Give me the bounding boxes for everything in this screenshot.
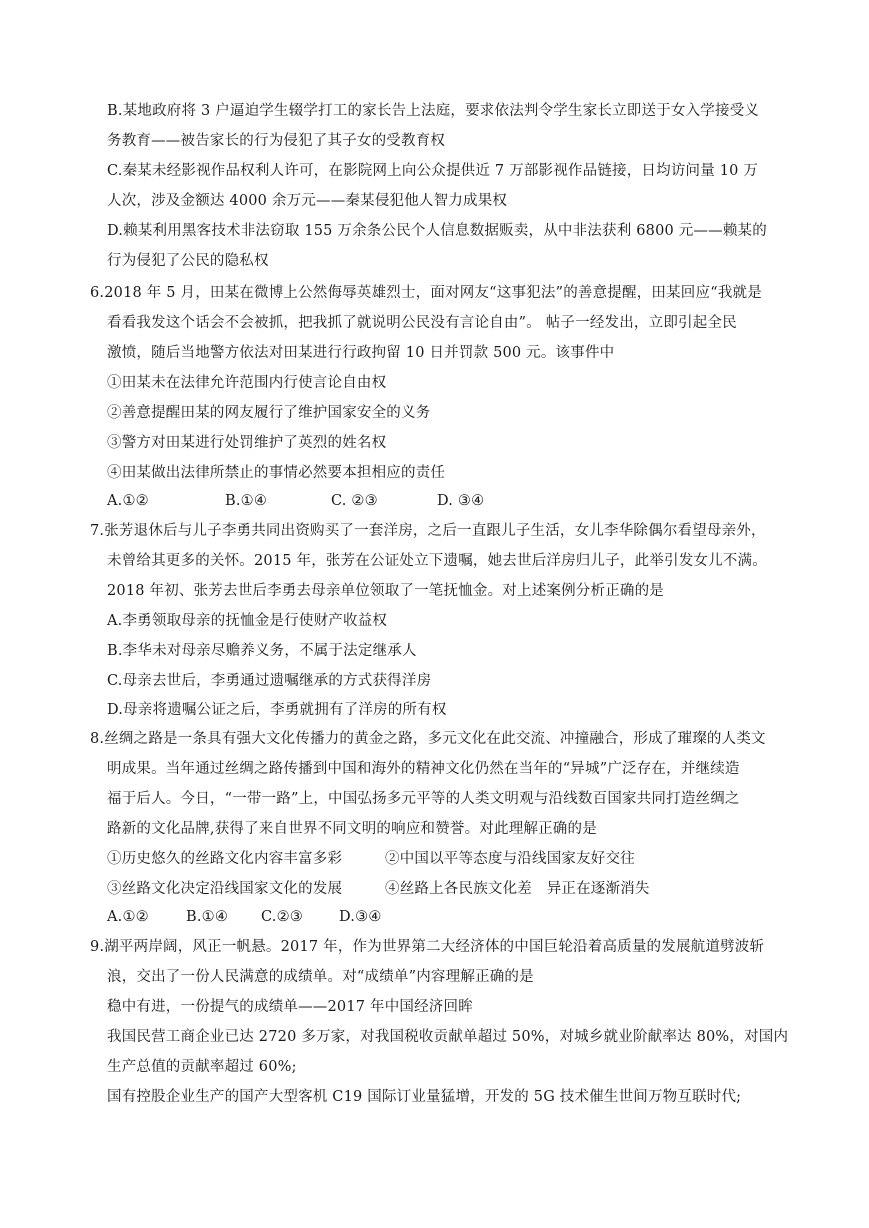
q8-stem-line1: 8.丝绸之路是一条具有强大文化传播力的黄金之路，多元文化在此交流、冲撞融合，形成了璀璨的人类文 bbox=[90, 731, 766, 747]
q8-statement-4: ④丝路上各民族文化差 异正在逐渐消失 bbox=[385, 881, 650, 897]
q6-statement-3: ③警方对田某进行处罚维护了英烈的姓名权 bbox=[107, 435, 387, 451]
q6-stem-line3: 激愤，随后当地警方依法对田某进行行政拘留 10 日并罚款 500 元。该事件中 bbox=[107, 345, 615, 361]
q9-material-2-line1: 国有控股企业生产的国产大型客机 C19 国际订业量猛增，开发的 5G 技术催生世间万物互联时代; bbox=[107, 1089, 742, 1105]
q8-statement-1: ①历史悠久的丝路文化内容丰富多彩 bbox=[107, 851, 343, 867]
q8-stem-line4: 路新的文化品牌,获得了来自世界不同文明的响应和赞誉。对此理解正确的是 bbox=[107, 821, 597, 837]
q7-option-b: B.李华未对母亲尽赡养义务，不属于法定继承人 bbox=[107, 643, 417, 659]
q7-option-c: C.母亲去世后，李勇通过遗嘱继承的方式获得洋房 bbox=[107, 673, 432, 689]
q5-option-d-line1: D.赖某利用黑客技术非法窃取 155 万余条公民个人信息数据贩卖，从中非法获利 6800 元——赖某的 bbox=[107, 223, 767, 239]
q8-stem-line2: 明成果。当年通过丝绸之路传播到中国和海外的精神文化仍然在当年的“异城”广泛存在，并继续造 bbox=[107, 761, 740, 777]
q8-statement-2: ②中国以平等态度与沿线国家友好交往 bbox=[385, 851, 635, 867]
q6-statement-4: ④田某做出法律所禁止的事情必然要本担相应的责任 bbox=[107, 465, 446, 481]
q6-stem-line2: 看看我发这个话会不会被抓，把我抓了就说明公民没有言论自由”。 帖子一经发出，立即引起全民 bbox=[107, 315, 737, 331]
q8-option-b: B.①④ bbox=[186, 909, 229, 925]
q6-options-row bbox=[107, 491, 484, 511]
q5-option-d-line2: 行为侵犯了公民的隐私权 bbox=[107, 253, 269, 269]
q6-option-a: A.①② bbox=[107, 493, 149, 509]
q6-option-c: C. ②③ bbox=[331, 493, 378, 509]
q9-material-title: 稳中有进，一份提气的成绩单——2017 年中国经济回眸 bbox=[107, 999, 473, 1015]
q7-stem-line1: 7.张芳退休后与儿子李勇共同出资购买了一套洋房，之后一直跟儿子生活，女儿李华除偶尔看望母亲外， bbox=[90, 523, 766, 539]
q6-statement-2: ②善意提醒田某的网友履行了维护国家安全的义务 bbox=[107, 405, 431, 421]
q8-option-c: C.②③ bbox=[261, 909, 303, 925]
q8-statements-row2 bbox=[107, 879, 650, 899]
q9-stem-line1: 9.湖平两岸阔，风正一帆悬。2017 年，作为世界第二大经济体的中国巨轮沿着高质量的发展航道劈波斩 bbox=[90, 939, 765, 955]
q6-statement-1: ①田某未在法律允许范围内行使言论自由权 bbox=[107, 375, 387, 391]
q7-option-a: A.李勇领取母亲的抚恤金是行使财产收益权 bbox=[107, 613, 388, 629]
q7-option-d: D.母亲将遗嘱公证之后，李勇就拥有了洋房的所有权 bbox=[107, 702, 447, 718]
q7-stem-line2: 未曾给其更多的关怀。2015 年，张芳在公证处立下遗嘱，她去世后洋房归儿子，此举引发女儿不满。 bbox=[107, 553, 767, 569]
q9-material-1-line2: 生产总值的贡献率超过 60%; bbox=[107, 1059, 297, 1075]
q5-option-b-line1: B.某地政府将 3 户逼迫学生辍学打工的家长告上法庭，要求依法判令学生家长立即送于女入学接受义 bbox=[107, 103, 760, 119]
q6-stem-line1: 6.2018 年 5 月，田某在微博上公然侮辱英雄烈士，面对网友“这事犯法”的善意提醒，田某回应“我就是 bbox=[90, 285, 762, 301]
q8-statement-3: ③丝路文化决定沿线国家文化的发展 bbox=[107, 881, 343, 897]
q6-option-d: D. ③④ bbox=[437, 493, 485, 509]
q5-option-c-line2: 人次，涉及金额达 4000 余万元——秦某侵犯他人智力成果权 bbox=[107, 193, 508, 209]
q8-option-a: A.①② bbox=[107, 909, 149, 925]
q8-stem-line3: 福于后人。今日，“一带一路”上，中国弘扬多元平等的人类文明观与沿线数百国家共同打造丝绸之 bbox=[107, 791, 740, 807]
q8-option-d: D.③④ bbox=[339, 909, 382, 925]
q6-option-b: B.①④ bbox=[225, 493, 268, 509]
q5-option-c-line1: C.秦某未经影视作品权利人许可，在影院网上向公众提供近 7 万部影视作品链接，日均访问量 10 万 bbox=[107, 163, 759, 179]
q9-stem-line2: 浪，交出了一份人民满意的成绩单。对“成绩单”内容理解正确的是 bbox=[107, 969, 534, 985]
q5-option-b-line2: 务教育——被告家长的行为侵犯了其子女的受教育权 bbox=[107, 133, 446, 149]
q8-statements-row1 bbox=[107, 849, 635, 869]
q7-stem-line3: 2018 年初、张芳去世后李勇去母亲单位领取了一笔抚恤金。对上述案例分析正确的是 bbox=[107, 583, 665, 599]
q9-material-1-line1: 我国民营工商企业已达 2720 多万家，对我国税收贡献单超过 50%，对城乡就业阶献率达 80%，对国内 bbox=[107, 1029, 789, 1045]
q8-options-row bbox=[107, 907, 382, 927]
